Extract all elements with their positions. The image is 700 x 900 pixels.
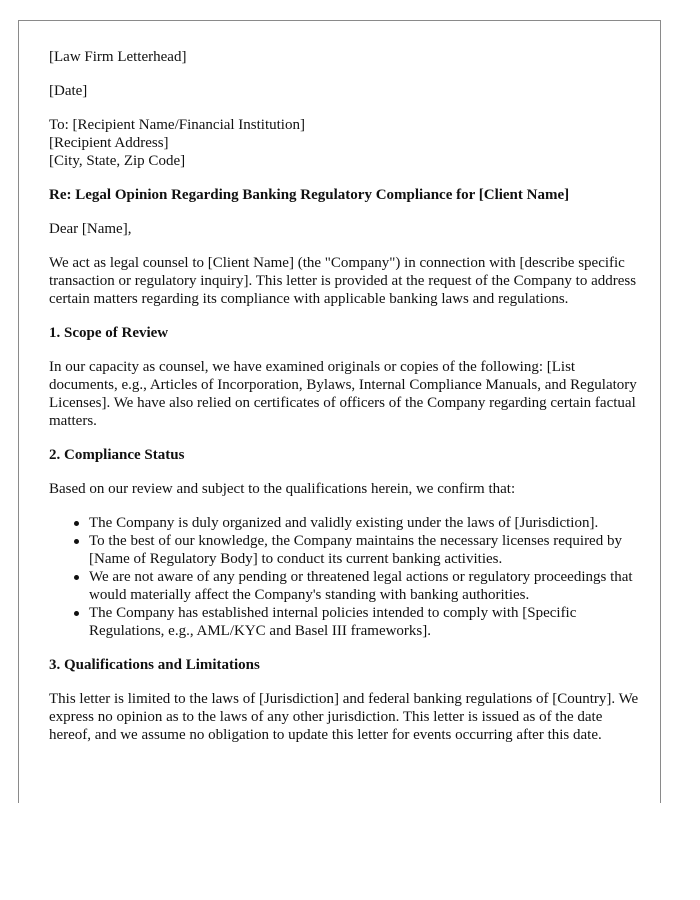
list-item-text: To the best of our knowledge, the Company maintains the necessary licenses required by [Name of Regulatory Body] to conduct its current banking activities.: [89, 533, 622, 567]
section-heading-compliance: 2. Compliance Status: [49, 447, 185, 463]
list-item-text: We are not aware of any pending or threatened legal actions or regulatory proceedings that would materially affect the Company's standing with banking authorities.: [89, 569, 633, 603]
recipient-city-state-zip: [City, State, Zip Code]: [49, 153, 186, 169]
recipient-block: [49, 116, 639, 170]
list-item: [89, 532, 639, 568]
section-heading-qualifications: 3. Qualifications and Limitations: [49, 657, 260, 673]
bullet-icon: [74, 611, 79, 616]
list-item: [89, 568, 639, 604]
letter-page: [18, 20, 661, 803]
bullet-icon: [74, 575, 79, 580]
section-body-compliance: Based on our review and subject to the qualifications herein, we confirm that:: [49, 481, 516, 497]
section-body-scope: In our capacity as counsel, we have examined originals or copies of the following: [List documents, e.g., Articles of Incorporation, Bylaws, Internal Compliance Manuals, and Regulatory Licenses]. We have also relied on certificates of officers of the Company regarding certain factual matters.: [49, 359, 637, 429]
recipient-name: To: [Recipient Name/Financial Institution]: [49, 117, 305, 133]
letter-body: [49, 48, 639, 744]
intro-paragraph: We act as legal counsel to [Client Name] (the "Company") in connection with [describe specific transaction or regulatory inquiry]. This letter is provided at the request of the Company to address certain matters regarding its compliance with applicable banking laws and regulations.: [49, 255, 637, 307]
list-item: [89, 604, 639, 640]
list-item-text: The Company is duly organized and validly existing under the laws of [Jurisdiction].: [89, 515, 599, 531]
section-heading-scope: 1. Scope of Review: [49, 325, 169, 341]
salutation: Dear [Name],: [49, 221, 132, 237]
recipient-address: [Recipient Address]: [49, 135, 169, 151]
bullet-icon: [74, 521, 79, 526]
letterhead: [Law Firm Letterhead]: [49, 49, 187, 65]
section-body-qualifications: This letter is limited to the laws of [Jurisdiction] and federal banking regulations of [Country]. We express no opinion as to the laws of any other jurisdiction. This letter is issued as of the date hereof, and we assume no obligation to update this letter for events occurring after this date.: [49, 691, 639, 743]
letter-date: [Date]: [49, 83, 88, 99]
list-item-text: The Company has established internal policies intended to comply with [Specific Regulations, e.g., AML/KYC and Basel III frameworks].: [89, 605, 577, 639]
bullet-icon: [74, 539, 79, 544]
subject-line: Re: Legal Opinion Regarding Banking Regulatory Compliance for [Client Name]: [49, 187, 570, 203]
list-item: [89, 514, 639, 532]
compliance-bullet-list: [49, 514, 639, 640]
